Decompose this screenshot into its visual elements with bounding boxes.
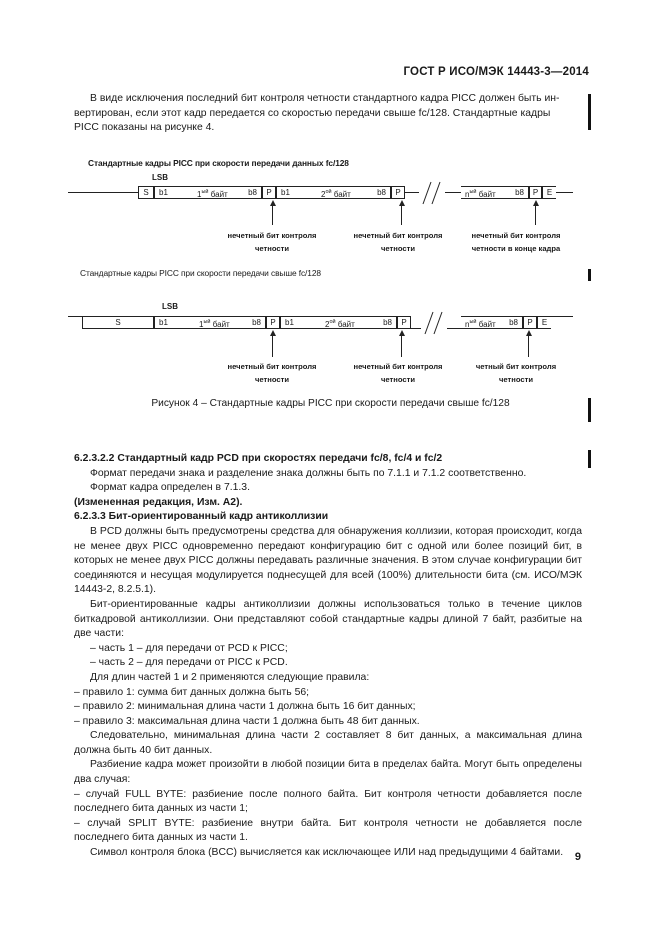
frame1-lsb-label: LSB xyxy=(152,173,168,182)
intro-line-1: В виде исключения последний бит контроля четности стандартного кадра PICC должен быть ин- xyxy=(90,93,560,104)
frame2-diagram xyxy=(68,316,573,338)
intro-line-2: вертирован, если этот кадр передается со скоростью передачи свыше fc/128. Стандартные кадры xyxy=(74,107,551,119)
frame-cell-end: E xyxy=(537,316,551,329)
frame-cell-end: E xyxy=(542,186,556,199)
frame1-note-1: нечетный бит контроля четности xyxy=(227,231,317,253)
arrow-icon xyxy=(533,200,539,206)
change-bar xyxy=(588,94,591,130)
document-header: ГОСТ Р ИСО/МЭК 14443-3—2014 xyxy=(403,66,589,78)
frame-cell-parity: P xyxy=(391,186,405,199)
change-bar xyxy=(588,450,591,468)
frame-cell-byte2: b1 $2^{ой}$ байт b8 xyxy=(280,316,397,329)
frame-cell-parity: P xyxy=(523,316,537,329)
frame-cell-byten: $n^{ый}$ байт b8 xyxy=(461,186,529,199)
intro-line-3: PICC показаны на рисунке 4. xyxy=(74,122,215,134)
arrow-line xyxy=(272,205,273,225)
frame-cell-start: S xyxy=(82,316,154,329)
amendment-note: (Измененная редакция, Изм. А2). xyxy=(74,496,243,508)
gap-line xyxy=(447,328,461,329)
list-item: – правило 1: сумма бит данных должна быть 56; xyxy=(74,686,310,698)
paragraph: Следовательно, минимальная длина части 2 составляет 8 бит данных, а максимальная длина должна быть 40 бит данных. xyxy=(74,730,582,756)
arrow-line xyxy=(401,205,402,225)
section-heading-6-2-3-2-2: 6.2.3.2.2 Стандартный кадр PCD при скоростях передачи fc/8, fc/4 и fc/2 xyxy=(74,453,443,464)
paragraph: Бит-ориентированные кадры антиколлизии должны использоваться только в течение циклов биткадровой антиколлизии. Они представляют собой стандартные кадры длиной 7 байт, разбитые на две части: xyxy=(74,598,582,640)
arrow-icon xyxy=(526,330,532,336)
change-bar xyxy=(588,269,591,281)
idle-line xyxy=(68,192,138,193)
frame1-diagram xyxy=(68,186,573,208)
arrow-line xyxy=(528,335,529,357)
frame-cell-byte1: b1 $1^{ый}$ байт b8 xyxy=(154,316,266,329)
paragraph: Формат кадра определен в 7.1.3. xyxy=(90,482,250,494)
arrow-icon xyxy=(270,330,276,336)
paragraph: Формат передачи знака и разделение знака должны быть по 7.1.1 и 7.1.2 соответственно. xyxy=(90,467,527,479)
arrow-icon xyxy=(399,200,405,206)
list-item: – правило 2: минимальная длина части 1 должна быть 16 бит данных; xyxy=(74,701,416,713)
paragraph: Символ контроля блока (BCC) вычисляется как исключающее ИЛИ над предыдущими 4 байтами. xyxy=(90,847,564,859)
figure-frame2-title: Стандартные кадры PICC при скорости передачи свыше fc/128 xyxy=(80,268,321,278)
figure-frame1-title: Стандартные кадры PICC при скорости передачи данных fc/128 xyxy=(88,158,349,168)
section-body xyxy=(74,452,582,861)
frame1-note-3: нечетный бит контроля четности в конце кадра xyxy=(471,231,561,253)
break-marker-icon xyxy=(419,180,445,206)
frame-cell-parity: P xyxy=(397,316,411,329)
idle-line xyxy=(551,316,573,317)
gap-line xyxy=(405,192,419,193)
arrow-line xyxy=(401,335,402,357)
list-item: – часть 1 – для передачи от PCD к PICC; xyxy=(90,642,288,654)
paragraph: Разбиение кадра может произойти в любой позиции бита в пределах байта. Могут быть определены два случая: xyxy=(74,759,582,786)
break-marker-icon xyxy=(421,310,447,336)
frame-cell-byte1: b1 $1^{ый}$ байт b8 xyxy=(154,186,262,199)
list-item: – часть 2 – для передачи от PICC к PCD. xyxy=(90,657,288,669)
frame1-note-2: нечетный бит контроля четности xyxy=(353,231,443,253)
arrow-icon xyxy=(270,200,276,206)
arrow-icon xyxy=(399,330,405,336)
frame-cell-start: S xyxy=(138,186,154,199)
frame-cell-byte2: b1 $2^{ой}$ байт b8 xyxy=(276,186,391,199)
intro-paragraph xyxy=(74,92,582,136)
frame-cell-byten: $n^{ый}$ байт b8 xyxy=(461,316,523,329)
gap-line xyxy=(411,328,421,329)
arrow-line xyxy=(535,205,536,225)
frame2-note-3: четный бит контроля четности xyxy=(475,362,557,384)
paragraph: Для длин частей 1 и 2 применяются следующие правила: xyxy=(90,671,370,683)
list-item: – случай SPLIT BYTE: разбиение внутри байта. Бит контроля четности не добавляется после последнего бита данных из части 1. xyxy=(74,817,582,844)
arrow-line xyxy=(272,335,273,357)
frame2-note-1: нечетный бит контроля четности xyxy=(227,362,317,384)
frame-cell-parity: P xyxy=(262,186,276,199)
section-heading-6-2-3-3: 6.2.3.3 Бит-ориентированный кадр антиколлизии xyxy=(74,511,329,523)
frame2-note-2: нечетный бит контроля четности xyxy=(353,362,443,384)
paragraph: В PCD должны быть предусмотрены средства для обнаружения коллизии, которая происходит, когда не менее двух PICC одновременно передают конфигурацию бит с одной или более позиций бит, в которых не менее двух PICC должны передавать различные значения. В этом случае конфигурации бит соединяются и несущая модулируется поднесущей для всей (100%) длительности бита (см. ИСО/МЭК 14443-2, 8.2.5.1). xyxy=(74,525,582,596)
frame-cell-parity: P xyxy=(266,316,280,329)
gap-line xyxy=(445,192,461,193)
page-number: 9 xyxy=(574,851,581,863)
idle-line xyxy=(556,192,573,193)
list-item: – случай FULL BYTE: разбиение после полного байта. Бит контроля четности добавляется после последнего бита данных из части 1; xyxy=(74,788,582,815)
figure-caption: Рисунок 4 – Стандартные кадры PICC при скорости передачи свыше fc/128 xyxy=(151,398,510,409)
list-item: – правило 3: максимальная длина части 1 должна быть 48 бит данных. xyxy=(74,715,420,727)
frame2-lsb-label: LSB xyxy=(162,302,178,311)
idle-line xyxy=(68,316,82,317)
frame-cell-parity: P xyxy=(529,186,542,199)
